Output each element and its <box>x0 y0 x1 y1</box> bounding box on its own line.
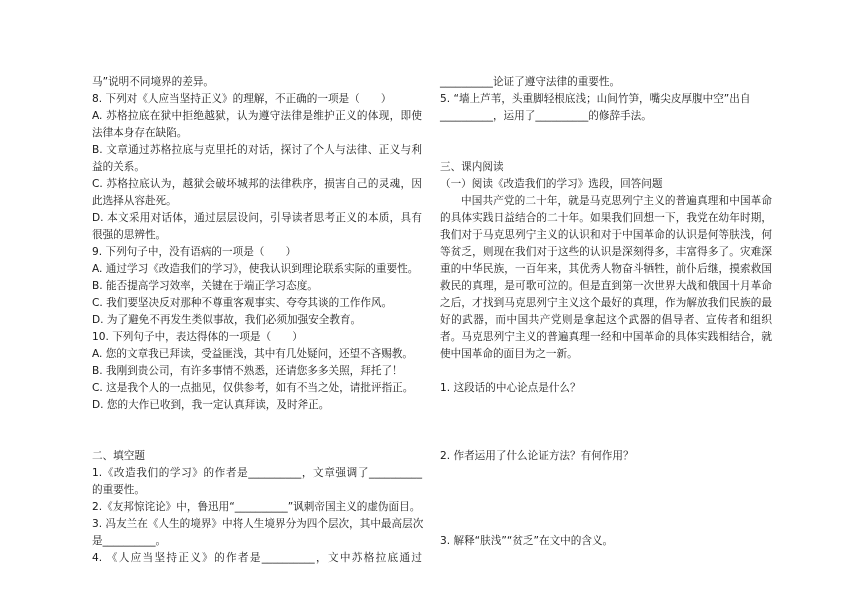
q8-option-d: D. 本文采用对话体，通过层层设问，引导读者思考正义的本质，具有 <box>92 212 422 224</box>
q8-option-a-cont: 法律本身存在缺陷。 <box>92 127 188 139</box>
reading-question-2: 2. 作者运用了什么论证方法？有何作用？ <box>440 450 634 462</box>
fill-question-2: 2.《友邦惊诧论》中，鲁迅用“__________”讽刺帝国主义的虚伪面目。 <box>92 501 421 513</box>
question-10-stem: 10. 下列句子中，表达得体的一项是（ ） <box>92 331 303 343</box>
question-9-stem: 9. 下列句子中，没有语病的一项是（ ） <box>92 246 297 258</box>
reading-question-1: 1. 这段话的中心论点是什么？ <box>440 382 581 394</box>
fill-question-3-cont: 是__________。 <box>92 535 167 547</box>
fill-question-5: 5. “墙上芦苇，头重脚轻根底浅；山间竹笋，嘴尖皮厚腹中空”出自 <box>440 93 751 105</box>
right-column <box>440 74 772 550</box>
q8-option-b: B. 文章通过苏格拉底与克里托的对话，探讨了个人与法律、正义与利 <box>92 144 422 156</box>
reading-passage <box>440 193 772 363</box>
fill-question-1-cont: 的重要性。 <box>92 484 145 496</box>
left-column <box>92 74 422 567</box>
q8-option-c-cont: 此选择从容赴死。 <box>92 195 177 207</box>
q10-option-a: A. 您的文章我已拜读，受益匪浅，其中有几处疑问，还望不吝赐教。 <box>92 348 414 360</box>
section-title-fill-in: 二、填空题 <box>92 450 145 462</box>
fill-question-3: 3. 冯友兰在《人生的境界》中将人生境界分为四个层次，其中最高层次 <box>92 518 424 530</box>
fill-question-5-cont: __________，运用了__________的修辞手法。 <box>440 110 652 122</box>
reading-question-3: 3. 解释“肤浅”“贫乏”在文中的含义。 <box>440 535 614 547</box>
passage-text: 中国共产党的二十年，就是马克思列宁主义的普遍真理和中国革命的具体实践日益结合的二十年。如果我们回想一下，我党在幼年时期，我们对于马克思列宁主义的认识和对于中国革命的认识是何等肤浅，何等贫乏，则现在我们对于这些的认识是深刻得多，丰富得多了。灾难深重的中华民族，一百年来，其优秀人物奋斗牺牲，前仆后继，摸索救国救民的真理，是可歌可泣的。但是直到第一次世界大战和俄国十月革命之后，才找到马克思列宁主义这个最好的真理，作为解放我们民族的最好的武器，而中国共产党则是拿起这个武器的倡导者、宣传者和组织者。马克思列宁主义的普遍真理一经和中国革命的具体实践相结合，就使中国革命的面目为之一新。 <box>440 195 772 360</box>
fill-question-4-cont: __________论证了遵守法律的重要性。 <box>440 76 621 88</box>
q10-option-b: B. 我刚到贵公司，有许多事情不熟悉，还请您多多关照，拜托了！ <box>92 365 403 377</box>
section-title-reading: 三、课内阅读 <box>440 161 504 173</box>
q10-option-d: D. 您的大作已收到，我一定认真拜读，及时斧正。 <box>92 399 330 411</box>
q9-option-c: C. 我们要坚决反对那种不尊重客观事实、夸夸其谈的工作作风。 <box>92 297 393 309</box>
q9-option-d: D. 为了避免不再发生类似事故，我们必须加强安全教育。 <box>92 314 362 326</box>
text-line: 马”说明不同境界的差异。 <box>92 76 215 88</box>
q8-option-a: A. 苏格拉底在狱中拒绝越狱，认为遵守法律是维护正义的体现，即使 <box>92 110 422 122</box>
question-8-stem: 8. 下列对《人应当坚持正义》的理解，不正确的一项是（ ） <box>92 93 392 105</box>
fill-question-4: 4. 《人应当坚持正义》的作者是__________，文中苏格拉底通过 <box>92 552 422 564</box>
q9-option-a: A. 通过学习《改造我们的学习》，使我认识到理论联系实际的重要性。 <box>92 263 419 275</box>
q8-option-d-cont: 很强的思辨性。 <box>92 229 167 241</box>
q10-option-c: C. 这是我个人的一点拙见，仅供参考，如有不当之处，请批评指正。 <box>92 382 414 394</box>
q8-option-b-cont: 益的关系。 <box>92 161 145 173</box>
reading-title: （一）阅读《改造我们的学习》选段，回答问题 <box>440 178 663 190</box>
q9-option-b: B. 能否提高学习效率，关键在于端正学习态度。 <box>92 280 318 292</box>
q8-option-c: C. 苏格拉底认为，越狱会破坏城邦的法律秩序，损害自己的灵魂，因 <box>92 178 422 190</box>
fill-question-1: 1.《改造我们的学习》的作者是__________，文章强调了__________ <box>92 467 422 479</box>
